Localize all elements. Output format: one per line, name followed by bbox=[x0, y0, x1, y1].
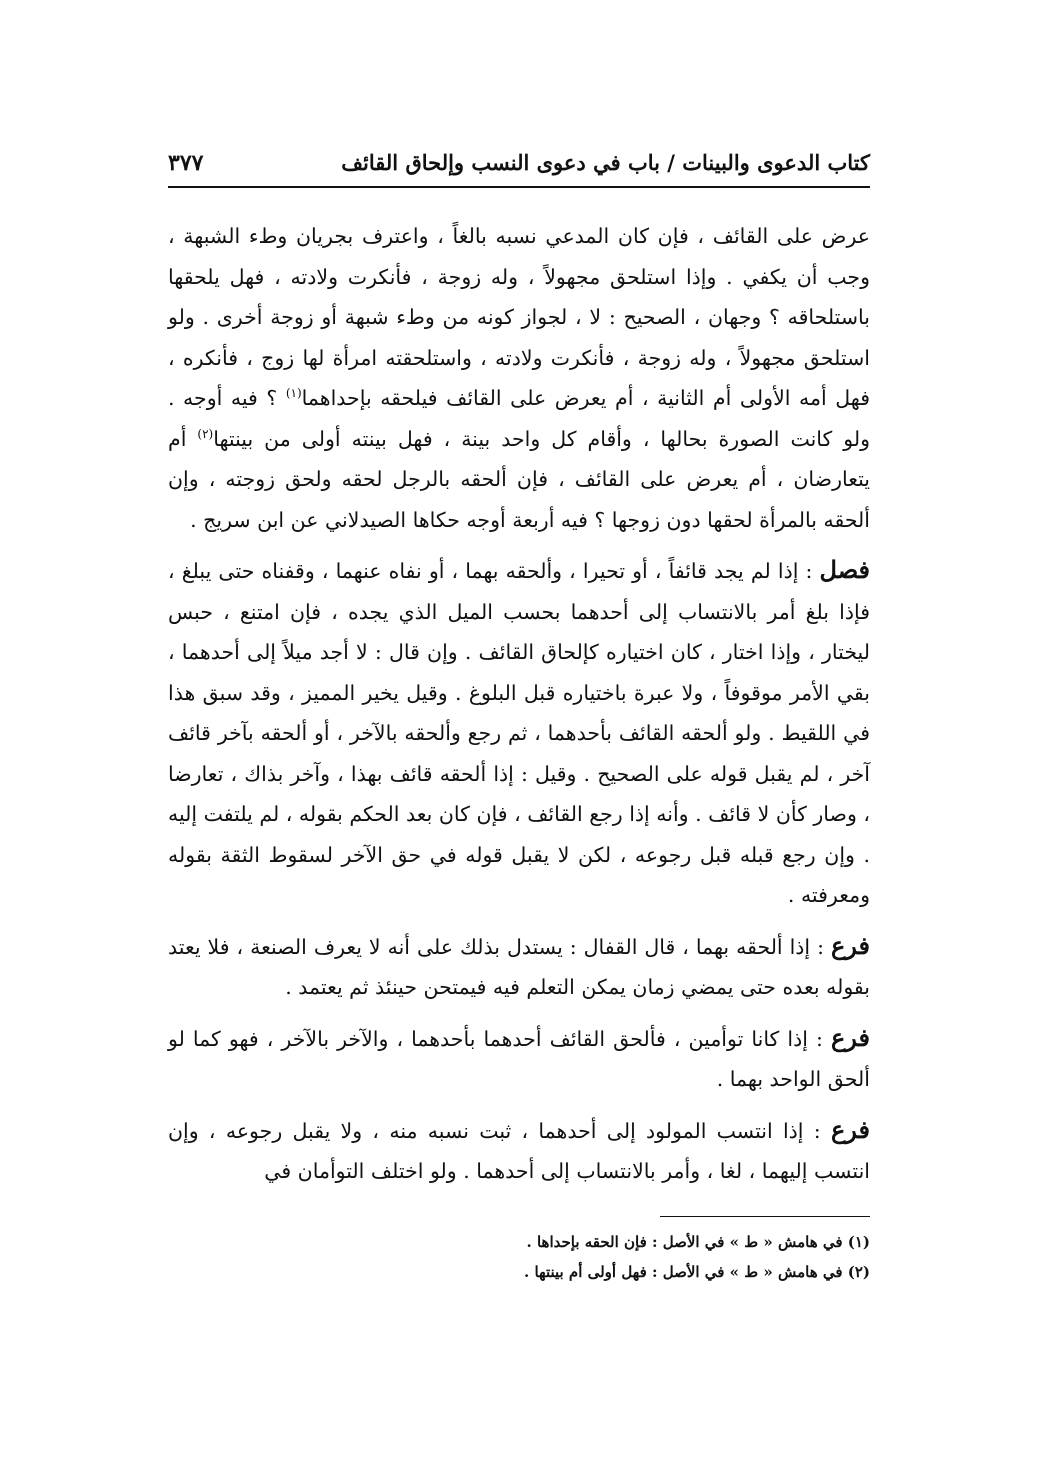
footnote-2: (٢) في هامش « ط » في الأصل : فهل أولى أم بينتها . bbox=[524, 1262, 870, 1281]
paragraph-1-part-2: ؟ فيه أوجه . ولو كانت الصورة بحالها ، وأقام كل واحد بينة ، فهل بينته أولى من بينتها bbox=[168, 386, 870, 451]
page-body bbox=[168, 216, 870, 1192]
section-heading-fasl: فصل bbox=[819, 555, 870, 584]
subsection-far-2 bbox=[168, 1018, 870, 1100]
footnote-1: (١) في هامش « ط » في الأصل : فإن الحقه بإحداها . bbox=[526, 1232, 870, 1251]
book-page bbox=[168, 150, 870, 1287]
footnote-divider bbox=[660, 1216, 870, 1217]
subsection-heading-far-2: فرع bbox=[830, 1022, 870, 1052]
footnotes bbox=[168, 1227, 870, 1287]
subsection-far-1-text: : إذا ألحقه بهما ، قال القفال : يستدل بذلك على أنه لا يعرف الصنعة ، فلا يعتد بقوله بعده حتى يمضي زمان يمكن التعلم فيه فيمتحن حينئذ ثم يعتمد . bbox=[168, 934, 870, 999]
footnote-marker-2: (٢) bbox=[197, 426, 214, 441]
subsection-far-3-text: : إذا انتسب المولود إلى أحدهما ، ثبت نسبه منه ، ولا يقبل رجوعه ، وإن انتسب إليهما ، لغا ، وأمر بالانتساب إلى أحدهما . ولو اختلف التوأمان في bbox=[168, 1118, 870, 1183]
paragraph-1 bbox=[168, 216, 870, 540]
paragraph-1-part-3: أم يتعارضان ، أم يعرض على القائف ، فإن ألحقه بالرجل لحقه ولحق زوجته ، وإن ألحقه بالمرأة لحقها دون زوجها ؟ فيه أربعة أوجه حكاها الصيدلاني عن ابن سريج . bbox=[168, 426, 870, 532]
paragraph-1-part-1: عرض على القائف ، فإن كان المدعي نسبه بالغاً ، واعترف بجريان وطء الشبهة ، وجب أن يكفي . وإذا استلحق مجهولاً ، وله زوجة ، فأنكرت ولادته ، فهل يلحقها باستلحاقه ؟ وجهان ، الصحيح : لا ، لجواز كونه من وطء شبهة أو زوجة أخرى . ولو استلحق مجهولاً ، وله زوجة ، فأنكرت ولادته ، واستلحقته امرأة لها زوج ، فأنكره ، فهل أمه الأولى أم الثانية ، أم يعرض على القائف فيلحقه بإحداهما bbox=[168, 224, 870, 410]
subsection-far-3 bbox=[168, 1110, 870, 1192]
subsection-heading-far-1: فرع bbox=[830, 930, 870, 960]
footnote-marker-1: (١) bbox=[285, 386, 302, 401]
page-number: ٣٧٧ bbox=[168, 150, 204, 176]
section-fasl-text: : إذا لم يجد قائفاً ، أو تحيرا ، وألحقه بهما ، أو نفاه عنهما ، وقفناه حتى يبلغ ، فإذا بلغ أمر بالانتساب إلى أحدهما بحسب الميل الذي يجده ، فإن امتنع ، حبس ليختار ، وإذا اختار ، كان اختياره كإلحاق القائف . وإن قال : لا أجد ميلاً إلى أحدهما ، بقي الأمر موقوفاً ، ولا عبرة باختياره قبل البلوغ . وقيل يخير المميز ، وقد سبق هذا في اللقيط . ولو ألحقه القائف بأحدهما ، ثم رجع وألحقه بالآخر ، أو ألحقه بآخر قائف آخر ، لم يقبل قوله على الصحيح . وقيل : إذا ألحقه قائف بهذا ، وآخر بذاك ، تعارضا ، وصار كأن لا قائف . وأنه إذا رجع القائف ، فإن كان بعد الحكم بقوله ، لم يلتفت إليه . وإن رجع قبله قبل رجوعه ، لكن لا يقبل قوله في حق الآخر لسقوط الثقة بقوله ومعرفته . bbox=[168, 559, 870, 907]
subsection-far-2-text: : إذا كانا توأمين ، فألحق القائف أحدهما بأحدهما ، والآخر بالآخر ، فهو كما لو ألحق الواحد بهما . bbox=[168, 1026, 870, 1091]
subsection-far-1 bbox=[168, 926, 870, 1008]
subsection-heading-far-3: فرع bbox=[830, 1114, 870, 1144]
header-title: كتاب الدعوى والبينات / باب في دعوى النسب وإلحاق القائف bbox=[341, 150, 870, 175]
section-fasl bbox=[168, 550, 870, 916]
running-header bbox=[168, 150, 870, 188]
